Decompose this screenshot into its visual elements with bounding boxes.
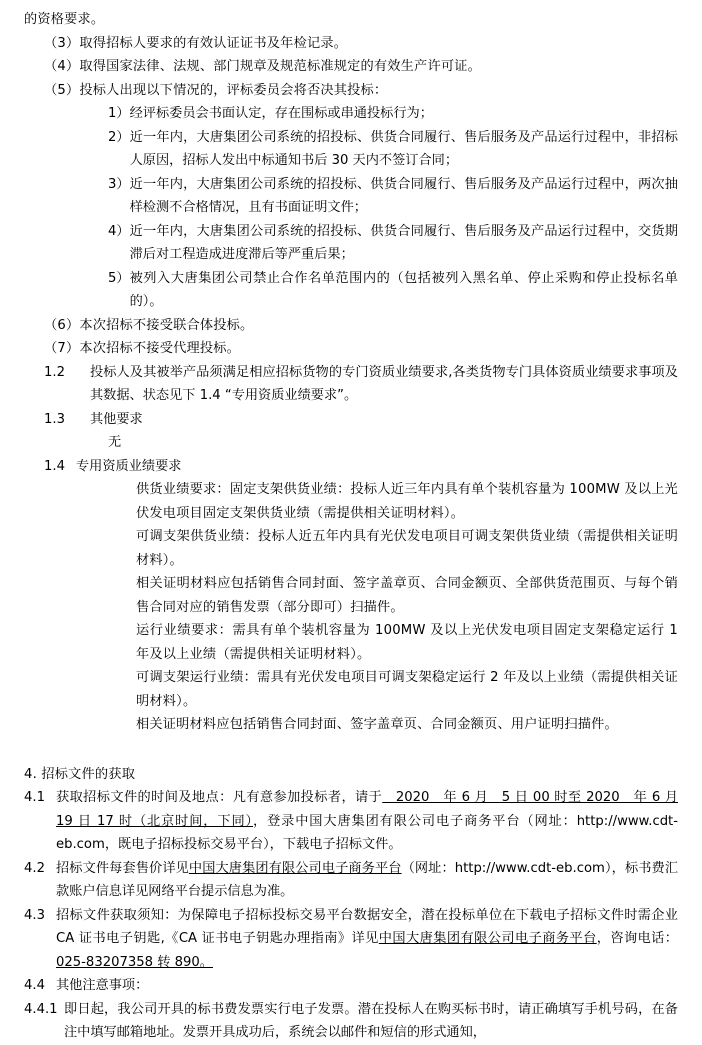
list-text: 被列入大唐集团公司禁止合作名单范围内的（包括被列入黑名单、停止采购和停止投标名单的）。 [129, 270, 678, 309]
paragraph-line: 的资格要求。 [24, 12, 105, 27]
numbered-item [24, 173, 678, 220]
list-marker: 5） [108, 270, 130, 286]
paragraph-line: （5）投标人出现以下情况的，评标委员会将否决其投标： [44, 82, 388, 98]
section-1-4-paragraph: 可调支架供货业绩：投标人近五年内具有光伏发电项目可调支架供货业绩（需提供相关证明材料）。 [136, 529, 678, 568]
section-1-3-body: 无 [108, 435, 122, 450]
section-1-4-paragraph: 供货业绩要求：固定支架供货业绩：投标人近三年内具有单个装机容量为 100MW 及以上光伏发电项目固定支架供货业绩（需提供相关证明材料）。 [136, 482, 678, 521]
section-text: 其他注意事项： [56, 978, 149, 993]
list-marker: 4） [108, 223, 130, 239]
list-marker: 3） [108, 176, 130, 192]
paragraph-line: （7）本次招标不接受代理投标。 [44, 341, 241, 356]
section-4-item [24, 998, 678, 1045]
list-text: 经评标委员会书面认定，存在围标或串通投标行为； [129, 106, 433, 121]
section-number: 1.3 [44, 411, 65, 427]
section-title: 其他要求 [90, 411, 143, 427]
section-text: 即日起，我公司开具的标书费发票实行电子发票。潜在投标人在购买标书时，请正确填写手机号码，在备注中填写邮箱地址。发票开具成功后，系统会以邮件和短信的形式通知， [64, 1001, 678, 1040]
numbered-item [24, 267, 678, 314]
paragraph-line: （4）取得国家法律、法规、部门规章及规范标准规定的有效生产许可证。 [44, 59, 481, 74]
spacer [24, 737, 678, 763]
section-title: 专用资质业绩要求 [76, 458, 182, 474]
section-4-item [24, 857, 678, 904]
section-4-item [24, 974, 678, 998]
section-1-2 [24, 361, 678, 408]
section-text: 投标人及其被举产品须满足相应招标货物的专门资质业绩要求,各类货物专门具体资质业绩要求事项及其数据、状态见下 1.4 “专用资质业绩要求”。 [90, 364, 678, 403]
paragraph-line: （6）本次招标不接受联合体投标。 [44, 317, 254, 333]
list-marker: 1） [108, 106, 130, 121]
numbered-item [24, 102, 678, 126]
list-text: 近一年内，大唐集团公司系统的招投标、供货合同履行、售后服务及产品运行过程中，交货期滞后对工程造成进度滞后等严重后果； [129, 223, 678, 262]
section-4-heading: 4. 招标文件的获取 [24, 766, 136, 782]
section-1-4-paragraph: 可调支架运行业绩：需具有光伏发电项目可调支架稳定运行 2 年及以上业绩（需提供相关证明材料）。 [136, 670, 678, 709]
section-number: 4.3 [24, 907, 45, 923]
section-text: 获取招标文件的时间及地点：凡有意参加投标者，请于 2020 年 6 月 5 日 00 时至 2020 年 6 月 19 日 17 时（北京时间，下同），登录中国大唐集团有限公司电子商务平台（网址：http://www.cdt-eb.com，既电子招标投标交易平台），下载电子招标文件。 [56, 790, 679, 852]
paragraph-line: （3）取得招标人要求的有效认证证书及年检记录。 [44, 35, 348, 51]
section-4-item [24, 904, 678, 975]
section-text: 招标文件获取须知：为保障电子招标投标交易平台数据安全，潜在投标单位在下载电子招标文件时需企业 CA 证书电子钥匙,《CA 证书电子钥匙办理指南》详见中国大唐集团有限公司电子商务平台，咨询电话：025-83207358 转 890。 [56, 907, 678, 970]
section-1-3 [24, 408, 678, 432]
section-1-4 [24, 455, 678, 479]
list-marker: 2） [108, 129, 130, 145]
section-number: 1.2 [44, 364, 65, 380]
section-number: 4.4.1 [24, 1001, 58, 1017]
section-number: 4.4 [24, 978, 45, 993]
numbered-item [24, 220, 678, 267]
section-text: 招标文件每套售价详见中国大唐集团有限公司电子商务平台（网址：http://www.cdt-eb.com），标书费汇款账户信息详见网络平台提示信息为准。 [56, 860, 679, 899]
section-1-4-paragraph: 运行业绩要求：需具有单个装机容量为 100MW 及以上光伏发电项目固定支架稳定运行 1 年及以上业绩（需提供相关证明材料）。 [136, 623, 678, 662]
list-text: 近一年内，大唐集团公司系统的招投标、供货合同履行、售后服务及产品运行过程中，非招标人原因，招标人发出中标通知书后 30 天内不签订合同； [129, 129, 678, 168]
list-text: 近一年内，大唐集团公司系统的招投标、供货合同履行、售后服务及产品运行过程中，两次抽样检测不合格情况，且有书面证明文件； [129, 176, 678, 215]
section-1-4-paragraph: 相关证明材料应包括销售合同封面、签字盖章页、合同金额页、全部供货范围页、与每个销售合同对应的销售发票（部分即可）扫描件。 [136, 576, 678, 615]
section-number: 4.2 [24, 860, 45, 876]
section-number: 1.4 [44, 458, 65, 474]
numbered-item [24, 126, 678, 173]
section-1-4-paragraph: 相关证明材料应包括销售合同封面、签字盖章页、合同金额页、用户证明扫描件。 [136, 717, 618, 732]
section-number: 4.1 [24, 790, 45, 805]
